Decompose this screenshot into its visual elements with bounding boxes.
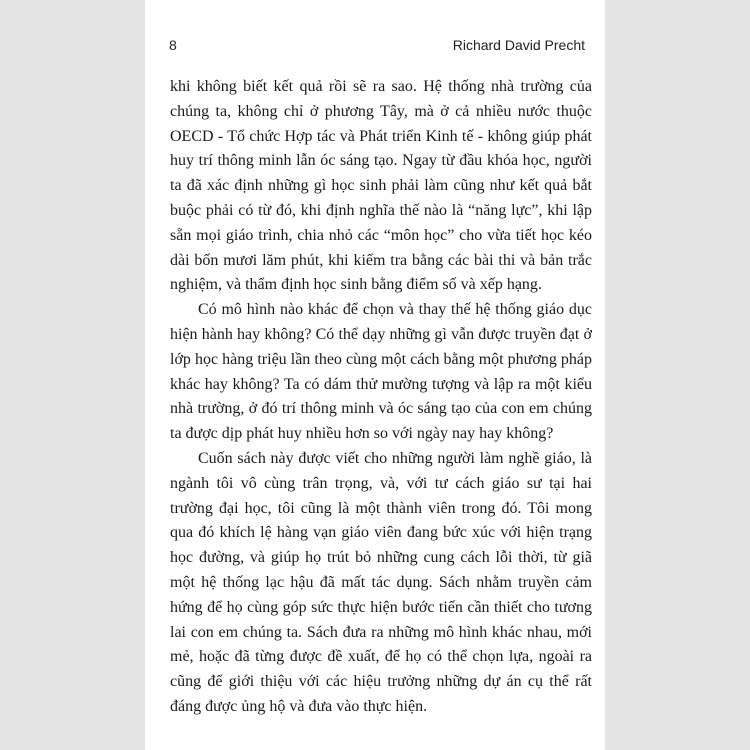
book-page: [145, 0, 605, 750]
page-header: [169, 37, 585, 59]
page-body: [170, 75, 592, 720]
paragraph: Có mô hình nào khác để chọn và thay thế hệ thống giáo dục hiện hành hay không? Có thể dạy những gì vẫn được truyền đạt ở lớp học hàng triệu lần theo cùng một cách bằng một phương pháp khác hay không? Ta có dám thử mường tượng và lập ra một kiểu nhà trường, ở đó trí thông minh và óc sáng tạo của con em chúng ta được dịp phát huy nhiều hơn so với ngày nay hay không?: [170, 301, 592, 443]
running-head-author: Richard David Precht: [452, 37, 585, 53]
paragraph-continued: khi không biết kết quả rồi sẽ ra sao. Hệ thống nhà trường của chúng ta, không chỉ ở phương Tây, mà ở cả nhiều nước thuộc OECD - Tổ chức Hợp tác và Phát triển Kinh tế - không giúp phát huy trí thông minh lẫn óc sáng tạo. Ngay từ đầu khóa học, người ta đã xác định những gì học sinh phải làm cũng như kết quả bắt buộc phải có từ đó, khi định nghĩa thế nào là “năng lực”, khi lập sẵn mọi giáo trình, chia nhỏ các “môn học” cho vừa tiết học kéo dài bốn mươi lăm phút, khi kiểm tra bằng các bài thi và bản trắc nghiệm, và thẩm định học sinh bằng điểm số và xếp hạng.: [170, 78, 592, 294]
paragraph: Cuốn sách này được viết cho những người làm nghề giáo, là ngành tôi vô cùng trân trọng, và, với tư cách giáo sư tại hai trường đại học, tôi cũng là một thành viên trong đó. Tôi mong qua đó khích lệ hàng vạn giáo viên đang bức xúc với hiện trạng học đường, và giúp họ trút bỏ những cung cách lỗi thời, từ giã một hệ thống lạc hậu đã mất tác dụng. Sách nhằm truyền cảm hứng để họ cùng góp sức thực hiện bước tiến cần thiết cho tương lai con em chúng ta. Sách đưa ra những mô hình khác nhau, mới mẻ, hoặc đã từng được đề xuất, để họ có thể chọn lựa, ngoài ra cũng để giới thiệu với các hiệu trưởng những dự án cụ thể rất đáng được ủng hộ và đưa vào thực hiện.: [170, 449, 592, 715]
page-number: 8: [169, 37, 177, 53]
